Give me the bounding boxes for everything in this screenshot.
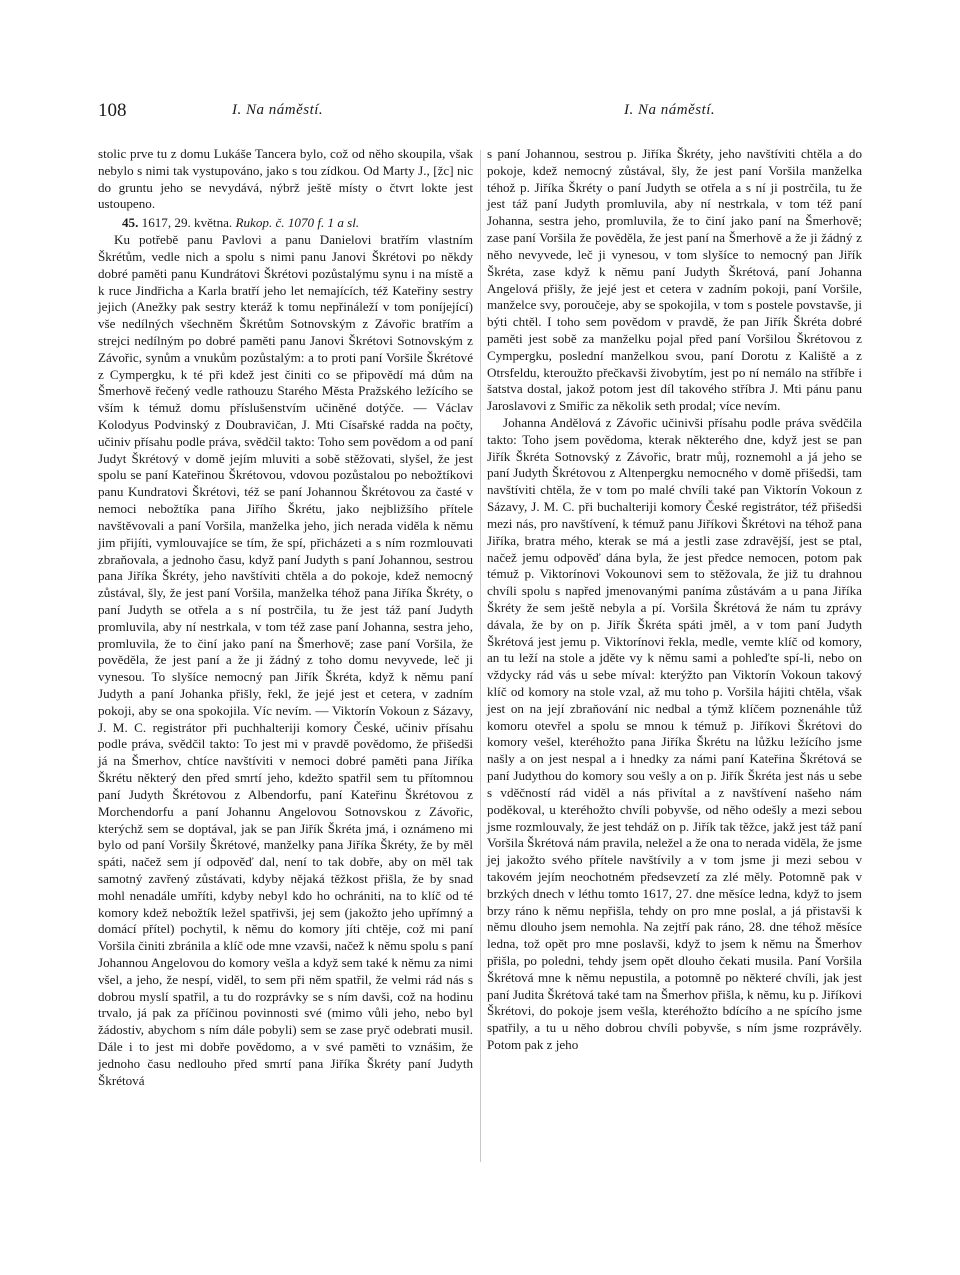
page-header — [0, 100, 960, 130]
right-paragraph-continuation: s paní Johannou, sestrou p. Jiříka Škréty, jeho navštíviti chtěla a do pokoje, kdež nemocný zůstával, šly, že jest paní Voršila manželka téhož p. Jiříka Škréty o paní Judyth se otřela a s ní ji postrčila, tu že jest táž paní Judyth promluvila, aby ní nestrkala, v tom též paní Johanna, sestra jeho, promluvila, že to činí jako paní na Šmerhově; zase paní Voršila že pověděla, že jest paní na Šmerhově a že ji žádný z něho nevyvede, leč ji vynesou, v tom slyšíce to nemocný pan Jiřík Škréta, zase když k němu paní Judyth Škrétová, paní Johanna Angelová přišly, že jejé jest et cetera v zadním pokoji, paní Voršile, manželce svy, poroučeje, aby se spokojila, v tom s postele povstavše, ji býti chtěl. I toho sem povědom v pravdě, že pan Jiřík Škréta dobré paměti jest sobě za manželku pojal před paní Voršilou Škrétovou z Cympergku, poslední manželkou svou, paní Dorotu z Kaliště a z Otrsfeldu, kteroužto přečkavši živobytím, jest po ní nemálo na stříbře i šatstva dostal, jakož potom jest díl takového stříbra J. Mti pánu panu Jaroslavovi z Smiřic za několik seth prodal; více nevím. — [487, 146, 862, 414]
column-divider — [480, 150, 481, 1162]
entry-number: 45. — [122, 215, 139, 231]
right-column — [487, 146, 862, 1054]
running-head-left: I. Na náměstí. — [232, 102, 324, 118]
entry-source: Rukop. č. 1070 f. 1 a sl. — [235, 215, 360, 231]
page-number: 108 — [98, 100, 127, 121]
right-paragraph-testimony: Johanna Andělová z Závořic učinivši přísahu podle práva svědčila takto: Toho jsem povědoma, kterak některého dne, když jest se pan Jiřík Škréta Sotnovský z Závořic, bratr můj, roznemohl a já jeho se paní Judyth Škrétovou z Altenpergku nemocného v domě přišedši, tam navštíviti chtěla, že v tom po malé chvíli také pan Viktorín Vokoun z Sázavy, J. M. C. při buchalteriji komory České registrátor, též přišedši mezi nás, pro navštívení, k témuž panu Jiříkovi Škrétovi na téhož pana Jiříka, bratra mého, kterak se má a jestli zase zdravější, jest se ptal, načež jemu odpověď dána byla, že jest předce nemocen, potom pak témuž p. Viktorínovi Vokounovi sem to stěžovala, že již tu drahnou chvíli spolu s napřed jmenovanými paníma zůstávám a u pana Jiříka Škréty že sem ještě nebyla a pí. Voršila Škrétová že nám tu zprávy dávala, že by on p. Jiřík Škréta spáti jměl, a v tom paní Judyth Škrétová jest jemu p. Viktorínovi řekla, medle, vemte klíč od komory, an tu leží na stole a jděte vy k němu sami a pohleďte spí-li, nebo on vždycky rád vás u sebe míval: kterýžto pan Viktorín Vokoun takový klíč od komory na stole vzal, až mu toho p. Voršila hájiti chtěla, však jest on na její zbraňování nic nedbal a týmž klíčem poznenáhle tůž komoru otevřel a spolu se mnou k témuž p. Jiříkovi Škrétovi do komory vešel, kteréhožto pana Jiříka Škrétu na lůžku ležícího jsme našly a on jest nespal a i hnedky za námi paní Kateřina Škrétová se paní Judythou do komory sou vešly a on p. Jiřík Škréta jest nás u sebe s vděčností rád viděl a nás přivítal a z navštívení našeho nám poděkoval, u kteréhožto chvíli pobyvše, od něho odešly a mezi sebou jsme rozmlouvaly, že jest tehdáž on p. Jiřík tak těžce, jakž jest táž paní Voršila Škrétová nám pravila, neležel a že ona to nerada viděla, že jsme jej jakožto svého přítele navštívily a v tom jsme ji mezi sebou v takovém jejím neochotném předsevzetí za zlé měly. Potomně pak v brzkých dnech v léthu tomto 1617, 27. dne měsíce ledna, když to jsem brzy ráno k němu nepřišla, tehdy on pro mne poslal, a já přistavši k němu dlouho jsem nemohla. Na zejtří pak ráno, 28. dne téhož měsíce ledna, tož opět pro mne poslavši, když to jsem k němu na Šmerhov přišla, po poledni, tehdy jsem opět dlouho čekati musila. Paní Voršila Škrétová mne k němu nepustila, a potomně po některé chvíli, jak jest paní Judita Škrétová také tam na Šmerhov přišla, k němu, ku p. Jiříkovi Škrétovi, do pokoje jsem vešla, kteréhožto bdícího a ne spícího jsme spatřily, a tu u něho dobrou chvíli pobyvše, s ním jsme rozprávěly. Potom pak z jeho — [487, 415, 862, 1053]
left-paragraph-continuation: stolic prve tu z domu Lukáše Tancera bylo, což od něho skoupila, však nebylo s nimi tak vystupováno, jako s tou zídkou. Od Marty J., [žc] nic do gruntu jeho se nevydává, nýbrž ještě místy o čtvrt lokte jest ustoupeno. — [98, 146, 473, 212]
entry-date: 1617, 29. května. — [141, 215, 233, 231]
left-column — [98, 146, 473, 1090]
running-head-right: I. Na náměstí. — [624, 102, 716, 118]
document-heading — [98, 215, 473, 232]
left-paragraph-testimony: Ku potřebě panu Pavlovi a panu Danielovi bratřím vlastním Škrétům, vedle nich a spolu s nimi panu Janovi Škrétovi po někdy dobré paměti panu Kundrátovi Škrétovi pozůstalýmu synu i na místě a k ruce Jindřicha a Karla bratří jeho let nemajících, též Kateřiny sestry jejich (Anežky pak sestry kteráž k tomu nepřináleží v tom poníjející) vše nedílných všechněm Škrétům Sotnovským z Závořic bratřím a strejci nedílným po dobré paměti panu Janovi Škrétovi Sotnovským z Závořic, synům a vnukům pozůstalým: a to proti paní Voršile Škrétové z Cympergku, k té při kdež jest činiti co se připovědí má dům na Šmerhově řečený vedle rathouzu Starého Města Pražského ležícího se vším k témuž domu příslušenstvím učiněné dotýče. — Václav Kolodyus Podvinský z Doubravičan, J. Mti Císařské radda na počty, učiniv přísahu podle práva, svědčil takto: Toho sem povědom a od paní Judyt Škrétový v domě jejím mluviti a sobě stěžovati, slyšel, že jest spolu se paní Kateřinou Škrétovou, vdovou pozůstalou po nebožtíkovi panu Kundratovi Škrétovi, též se paní Johannou Škrétovou za časté v nemoci nebožtíka pana Jiřího Škrétu, jako nejbližšího přítele navštěvovali a paní Voršila, manželka jeho, jich nerada viděla k němu jim přijíti, vymlouvajíce se tím, že spí, přicházeti a s ním rozmlouvati zbraňovala, a jednoho času, když paní Judyth s paní Johannou, sestrou pana Jiříka Škréty, jeho navštíviti chtěla a do pokoje, kdež nemocný zůstával, šly, že jest paní Voršila, manželka téhož pana Jiříka Škréty, o paní Judyth se otřela a s ní postrčila, tu že jest táž paní Judyth promluvila, aby ní nestrkala, v tom též zase paní Johanna, sestra jeho, promluvila, že to činí jako paní na Šmerhově; zase paní Voršila, že pověděla, že jest paní a že ji žádný z toho domu nevyvede, leč ji vynesou. To slyšíce nemocný pan Jiřík Škréta, když k němu paní Judyth a paní Johanka přišly, řekl, že jejé jest et cetera, v zadním pokoji, aby se ona spokojila. Víc nevím. — Viktorín Vokoun z Sázavy, J. M. C. registrátor při puchhalteriji komory České, učiniv přísahu podle práva, svědčil takto: To jest mi v pravdě povědomo, že přišedši já na Šmerhov, chtíce navštíviti v nemoci dobré paměti pana Jiříka Škrétu některý den před smrtí jeho, kdežto spatřil sem tu přítomnou paní Judyth Škrétovou z Albendorfu, paní Kateřinu Škrétovou z Morchendorfu a paní Johannu Angelovou Sotnovskou z Závořic, kterýchž sem se doptával, jak se pan Jiřík Škréta jmá, i oznámeno mi bylo od paní Voršily Škrétové, manželky pana Jiříka Škréty, že by měl spáti, načež sem jí odpověď dal, není to tak dobře, aby on měl tak samotný zavřený zůstávati, kdyby nějaká těžkost přišla, že by snad mohl nenadále umříti, kdyby nebyl kdo ho ochrániti, na to klíč od té komory kdež nebožtík ležel spatřivši, jej sem (jakožto jeho upřímný a domácí přítel) pochytil, k němu do komory jíti chtěje, což mi paní Voršila činiti zbránila a klíč ode mne vzavši, načež k němu spolu s paní Johannou Angelovou do komory vešla a když sem také k němu za nimi všel, a jeho, že nespí, viděl, to sem při něm spatřil, že velmi rád nás s dobrou myslí spatřil, a tu do rozprávky se s ním davši, což na hodinu trvalo, já pak za příčinou povinnosti své (mimo vůli jeho, nebo byl žádostiv, abychom s ním dále pobyli) sem se zase pryč odebrati musil. Dále i to jest mi dobře povědomo, a v své paměti to vznášim, že jednoho času nedlouho před smrtí pana Jiříka Škréty paní Judyth Škrétová — [98, 232, 473, 1088]
